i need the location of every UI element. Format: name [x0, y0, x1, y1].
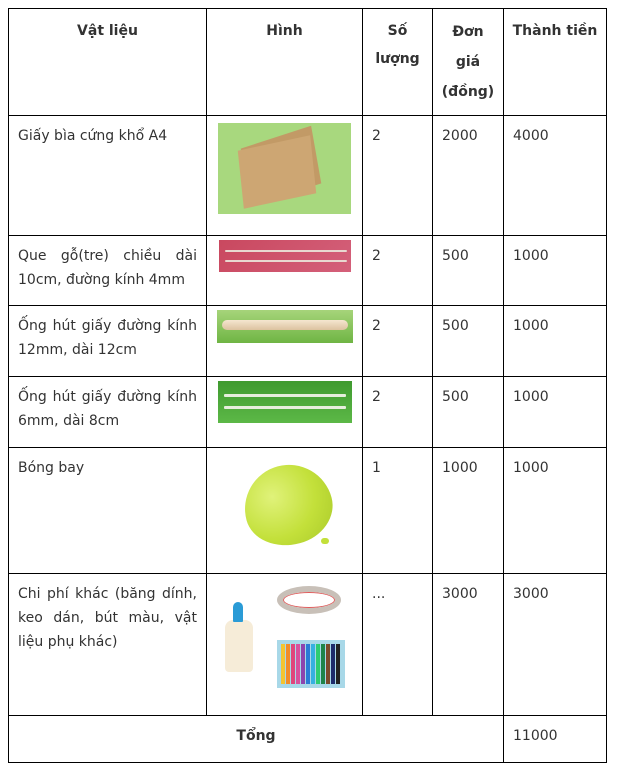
amount-cell: 3000: [504, 574, 607, 716]
table-row: [9, 306, 607, 377]
quantity-cell: 2: [363, 236, 433, 306]
quantity-cell: 1: [363, 448, 433, 574]
cardboard-sheets-image: [218, 123, 351, 214]
image-cell: [207, 236, 363, 306]
total-amount: 11000: [504, 716, 607, 763]
material-cell: Que gỗ(tre) chiều dài 10cm, đường kính 4mm: [9, 236, 207, 306]
table-row: [9, 116, 607, 236]
unit-price-cell: 500: [433, 377, 504, 448]
paper-straws-thin-image: [218, 381, 352, 423]
table-row: [9, 236, 607, 306]
header-quantity: Số lượng: [363, 9, 433, 116]
material-cell: Bóng bay: [9, 448, 207, 574]
glue-bottle: [225, 620, 253, 672]
image-cell: [207, 116, 363, 236]
unit-price-cell: 500: [433, 236, 504, 306]
tape-roll: [277, 586, 341, 614]
total-label: Tổng: [9, 716, 504, 763]
amount-cell: 1000: [504, 448, 607, 574]
material-cell: Ống hút giấy đường kính 6mm, dài 8cm: [9, 377, 207, 448]
table-row: [9, 448, 607, 574]
table-row: [9, 574, 607, 716]
image-cell: [207, 377, 363, 448]
balloon-image: [220, 454, 350, 564]
unit-price-cell: 3000: [433, 574, 504, 716]
materials-table: [8, 8, 607, 763]
quantity-cell: 2: [363, 377, 433, 448]
amount-cell: 4000: [504, 116, 607, 236]
image-cell: [207, 306, 363, 377]
quantity-cell: ...: [363, 574, 433, 716]
wooden-sticks-image: [219, 240, 351, 272]
image-cell: [207, 574, 363, 716]
paper-straw-thick-image: [217, 310, 353, 343]
quantity-cell: 2: [363, 306, 433, 377]
material-cell: Giấy bìa cứng khổ A4: [9, 116, 207, 236]
amount-cell: 1000: [504, 236, 607, 306]
header-amount: Thành tiền: [504, 9, 607, 116]
quantity-cell: 2: [363, 116, 433, 236]
material-cell: Ống hút giấy đường kính 12mm, dài 12cm: [9, 306, 207, 377]
unit-price-cell: 2000: [433, 116, 504, 236]
header-row: [9, 9, 607, 116]
table-row: [9, 377, 607, 448]
header-material: Vật liệu: [9, 9, 207, 116]
header-unit-price: Đơn giá (đồng): [433, 9, 504, 116]
material-cell: Chi phí khác (băng dính, keo dán, bút màu, vật liệu phụ khác): [9, 574, 207, 716]
header-image: Hình: [207, 9, 363, 116]
amount-cell: 1000: [504, 306, 607, 377]
total-row: [9, 716, 607, 763]
image-cell: [207, 448, 363, 574]
unit-price-cell: 1000: [433, 448, 504, 574]
glue-tape-markers-image: [217, 580, 353, 700]
amount-cell: 1000: [504, 377, 607, 448]
unit-price-cell: 500: [433, 306, 504, 377]
marker-box: [277, 640, 345, 688]
